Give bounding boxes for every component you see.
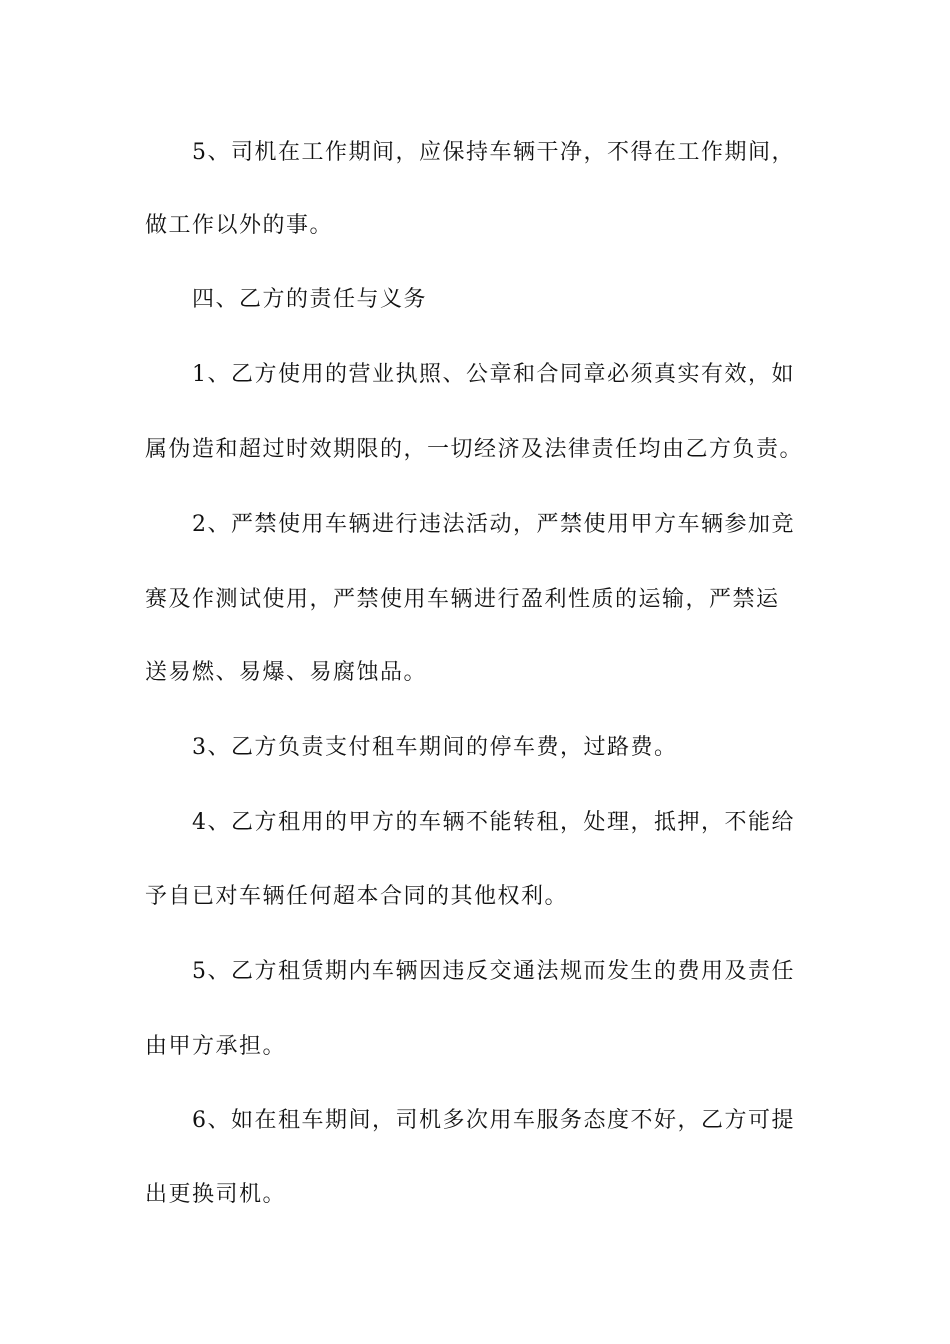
paragraph-8-line-2: 出更换司机。 [145,1182,287,1207]
paragraph-5-line-1: 3、乙方负责支付租车期间的停车费，过路费。 [192,735,678,760]
paragraph-6-line-2: 予自已对车辆任何超本合同的其他权利。 [145,884,569,909]
paragraph-4-line-2: 赛及作测试使用，严禁使用车辆进行盈利性质的运输，严禁运 [145,587,780,612]
paragraph-3-line-2: 属伪造和超过时效期限的，一切经济及法律责任均由乙方负责。 [145,437,804,462]
paragraph-7-line-1: 5、乙方租赁期内车辆因违反交通法规而发生的费用及责任 [192,959,795,984]
paragraph-6-line-1: 4、乙方租用的甲方的车辆不能转租，处理，抵押，不能给 [192,810,795,835]
paragraph-8-line-1: 6、如在租车期间，司机多次用车服务态度不好，乙方可提 [192,1108,795,1133]
paragraph-7-line-2: 由甲方承担。 [145,1034,287,1059]
paragraph-4-line-1: 2、严禁使用车辆进行违法活动，严禁使用甲方车辆参加竞 [192,512,795,537]
paragraph-3-line-1: 1、乙方使用的营业执照、公章和合同章必须真实有效，如 [192,362,795,387]
paragraph-4-line-3: 送易燃、易爆、易腐蚀品。 [145,660,428,685]
section-heading: 四、乙方的责任与义务 [192,287,428,312]
paragraph-1-line-1: 5、司机在工作期间，应保持车辆干净，不得在工作期间， [192,140,795,165]
paragraph-1-line-2: 做工作以外的事。 [145,213,334,238]
